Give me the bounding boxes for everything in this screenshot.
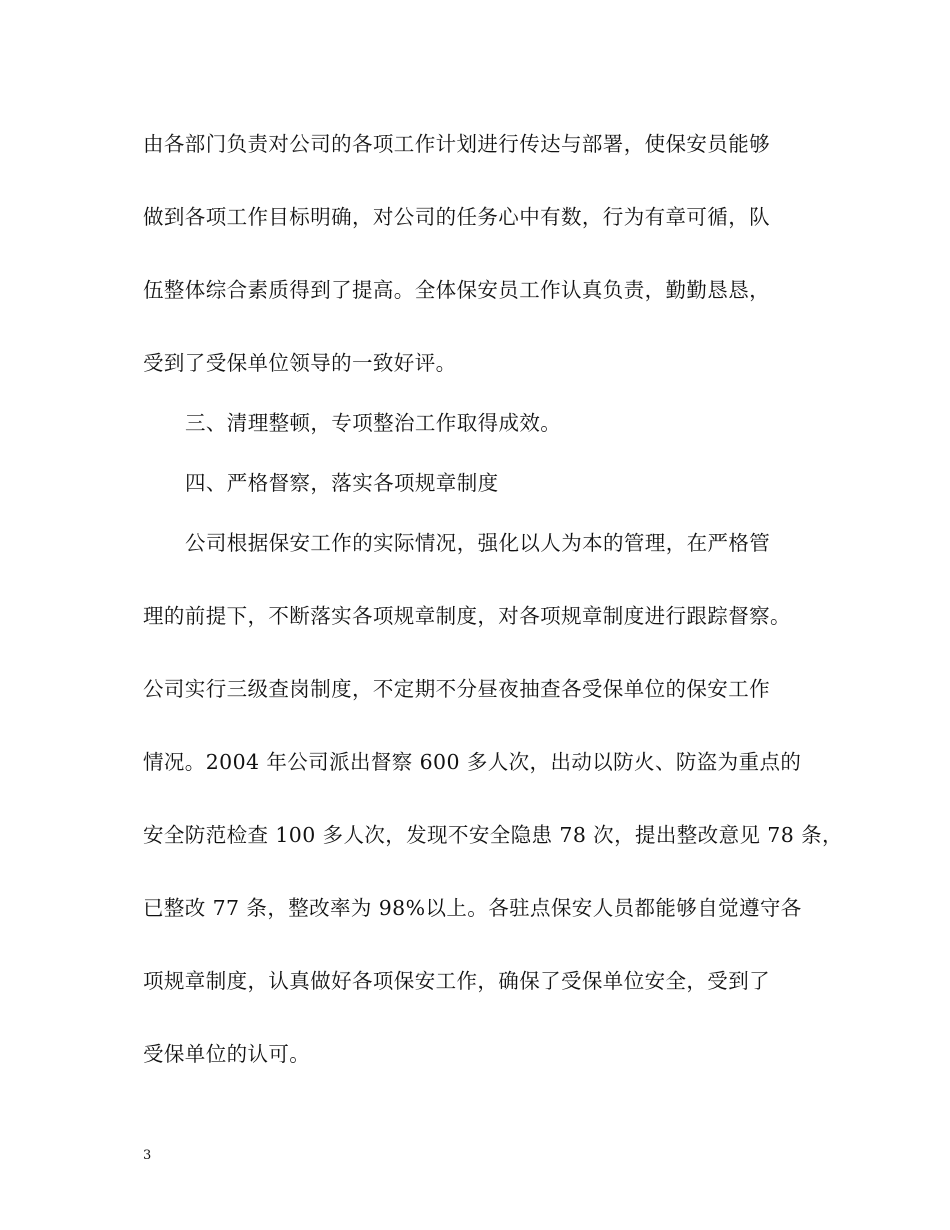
paragraph-2-line-1: 公司根据保安工作的实际情况，强化以人为本的管理，在严格管 xyxy=(185,531,771,555)
paragraph-2-line-8: 受保单位的认可。 xyxy=(143,1042,311,1066)
section-heading-3: 三、清理整顿，专项整治工作取得成效。 xyxy=(185,411,562,435)
paragraph-1-line-3: 伍整体综合素质得到了提高。全体保安员工作认真负责，勤勤恳恳， xyxy=(143,278,770,302)
paragraph-2-line-6: 已整改 77 条，整改率为 98%以上。各驻点保安人员都能够自觉遵守各 xyxy=(143,896,802,920)
paragraph-2-line-3: 公司实行三级查岗制度，不定期不分昼夜抽查各受保单位的保安工作 xyxy=(143,677,770,701)
paragraph-1-line-4: 受到了受保单位领导的一致好评。 xyxy=(143,351,457,375)
paragraph-2-line-5: 安全防范检查 100 多人次，发现不安全隐患 78 次，提出整改意见 78 条， xyxy=(143,823,843,847)
paragraph-2-line-2: 理的前提下，不断落实各项规章制度，对各项规章制度进行跟踪督察。 xyxy=(143,604,791,628)
paragraph-1-line-1: 由各部门负责对公司的各项工作计划进行传达与部署，使保安员能够 xyxy=(143,132,770,156)
paragraph-2-line-7: 项规章制度，认真做好各项保安工作，确保了受保单位安全，受到了 xyxy=(143,969,770,993)
page-number: 3 xyxy=(143,1148,152,1163)
section-heading-4: 四、严格督察，落实各项规章制度 xyxy=(185,471,499,495)
paragraph-1-line-2: 做到各项工作目标明确，对公司的任务心中有数，行为有章可循，队 xyxy=(143,205,770,229)
paragraph-2-line-4: 情况。2004 年公司派出督察 600 多人次，出动以防火、防盗为重点的 xyxy=(143,750,802,774)
